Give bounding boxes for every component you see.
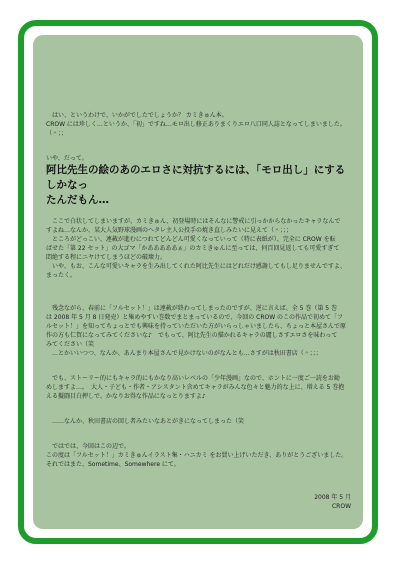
paragraph-recommend: でも、ストーリー的にもキャラ的にもかなり高いレベルの「少年漫画」なので、ホントに一度ご一読をお勧 めしますよ…。 大人・子ども・作者・アシスタント含めてキャラがみんな色々と魅力的な上に、増える 5 巻抱 える擬闘目白押しで、かなりお得な作品になっとりますよ♪: [46, 375, 345, 400]
signature-author: CROW: [331, 503, 351, 510]
paragraph-aside: ……なんか、秋田書店の回し者みたいなあとがきになってしまった（笑: [46, 418, 245, 425]
signature-date: 2008 年 5 月: [314, 494, 351, 501]
paragraph-confession: ここで白状してしまいますが、カミきゅん、初登場時にはそんなに警戒に引っかからなかったキャラなんで すよね…なんか、某大人気野球漫画のヘタレ主人公投手の焼き直しみたいに見えて（＾；；； ところがどっこい、連載が進むにつれてどんどん可愛くなっていって（特に表紙が）、完全に CROW を転 ばせた「第 22 セット」の大ゴマ「かあああああぁ」のカミきゅんに至っては、何百回見返しても可愛すぎて 悶絶する程にニヤけてしまうほどの破壊力。 いや、もお、こんな可愛いキャラを生み出してくれた阿比先生にはどれだけ感謝してもし足りませんですよ、 まったく。: [46, 218, 346, 279]
paragraph-intro: はい、というわけで、いかがでしたでしょうか？ カミきゅん本。 CROW には珍しく…というか、「初」ですね…モロ出し修正ありまくりエロ八口同人誌となってしまいました。 （＾；；: [46, 112, 346, 137]
paragraph-series: 残念ながら、春前に「フルセット！」は連載が終わってしまったのですが、逆に言えば、全 5 巻（第 5 巻 は 2008 年 5 月 8 日発売）と集めやすい巻数でまとまっているので、今回の CROW のこの作品で初めて「フ ルセット！」を知ってちょっとでも興味を持っていただいた方がいらっしゃいましたら、ちょっと本屋さんで原 作の方も仁賀になってみてくださいな♪ でもって、阿比先生の描かれるキャラの麗しさすエロさを味わって みてください（笑 …とかいいつつ、なんか、あんまり本屋さんで見かけないのがなんとも…さすがは秋田書店（＾；；；: [46, 305, 347, 357]
paragraph-reason: いや、だって。: [46, 155, 88, 162]
afterword-body: [46, 111, 351, 511]
page-frame: [18, 20, 378, 544]
paragraph-closing: ではでは、今回はこの辺で。 この度は「フルセット！」カミきゅんイラスト集・ハニカミ をお買い上げいただき、ありがとうございました。 それではまた、Sometime、Somewhere にて。: [46, 443, 348, 468]
text-panel: [33, 35, 363, 529]
emphasis-heading: 阿比先生の絵のあのエロさに対抗するには、「モロ出し」にするしかなっ たんだもん…: [46, 164, 346, 206]
